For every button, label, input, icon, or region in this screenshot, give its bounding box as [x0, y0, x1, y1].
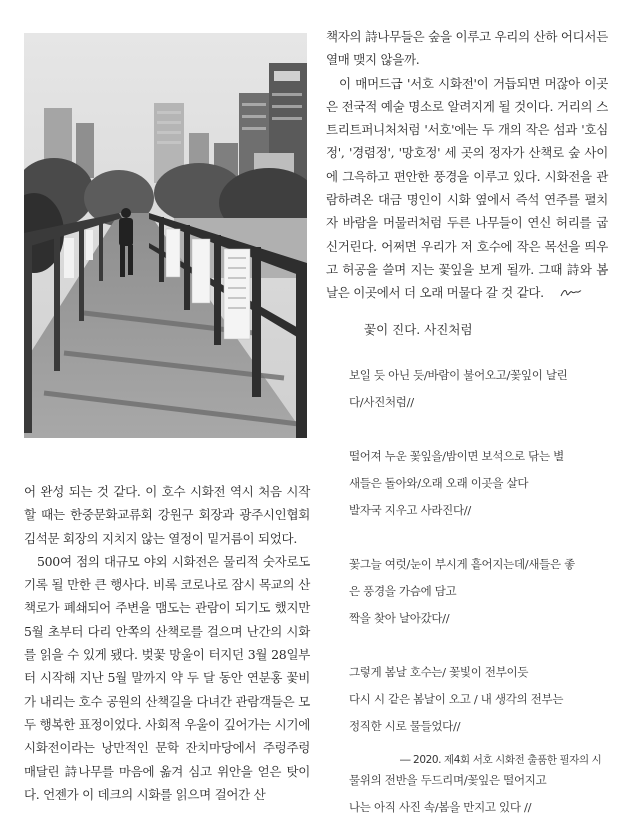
poem-line: 발자국 지우고 사라진다// — [349, 503, 471, 517]
boardwalk-photo — [24, 33, 307, 438]
poem-line: 보일 듯 아닌 듯/바람이 불어오고/꽃잎이 날린 — [349, 368, 568, 382]
poem-line: 다/사진처럼// — [349, 395, 414, 409]
signature-flourish-icon — [547, 282, 582, 305]
poem-title: 꽃이 진다. 사진처럼 — [364, 322, 473, 337]
poem-line: 다시 시 같은 봄날이 오고 / 내 생각의 전부는 — [349, 692, 564, 706]
left-paragraph-2: 500여 점의 대규모 야외 시화전은 물리적 숫자로도 기록 될 만한 큰 행사다. 비록 코로나로 잠시 목교의 산책로가 폐쇄되어 주변을 맴도는 관람이 되기도 했지만 5월 초부터 다리 안쪽의 산책로를 걸으며 난간의 시화를 읽을 수 있게 됐다. 벚꽃 망울이 터지던 3월 28일부터 시작해 지난 5월 말까지 약 두 달 동안 연분홍 꽃비가 내리는 호수 공원의 산책길을 다녀간 관람객들은 모두 행복한 표정이었다. 사회적 우울이 깊어가는 시기에 시화전이라는 낭만적인 문학 잔치마당에서 주렁주렁 매달린 詩나무를 마음에 옮겨 심고 위안을 얻은 탓이다. 언젠가 이 데크의 시화를 읽으며 걸어간 산 — [24, 553, 310, 802]
poem-line: 꽃그늘 여럿/눈이 부시게 흩어지는데/새들은 좋 — [349, 557, 575, 571]
left-column — [24, 480, 310, 806]
poem-line: 짝을 찾아 날아갔다// — [349, 611, 450, 625]
poem-line: 물위의 전반을 두드리며/꽃잎은 떨어지고 — [349, 773, 547, 787]
right-column — [326, 25, 608, 305]
right-paragraph-1: 책자의 詩나무들은 숲을 이루고 우리의 산하 어디서든 열매 맺지 않을까. — [326, 29, 608, 68]
right-paragraph-2 — [326, 72, 608, 306]
poem-line — [349, 416, 609, 443]
poem-line — [349, 632, 609, 659]
poem-line: 나는 아직 사진 속/봄을 만지고 있다 // — [349, 800, 532, 814]
poem-line: 그렇게 봄날 호수는/ 꽃빛이 전부이듯 — [349, 665, 529, 679]
poem-line: 정직한 시로 물들었다// — [349, 719, 461, 733]
right-paragraph-2-text: 이 매머드급 '서호 시화전'이 거듭되면 머잖아 이곳은 전국적 예술 명소로 알려지게 될 것이다. 거리의 스트리트퍼니처처럼 '서호'에는 두 개의 작은 섬과 '호심정', '경렴정', '망호정' 세 곳의 정자가 산책로 숲 사이에 그윽하고 편안한 풍경을 이루고 있다. 시화전을 관람하려온 대금 명인이 시화 옆에서 즉석 연주를 펼치자 바람을 머물러처럼 두른 나무들이 연신 허리를 굽신거린다. 어쩌면 우리가 저 호수에 작은 목선을 띄우고 허공을 쓸며 지는 꽃잎을 보게 될까. 그때 詩와 봄날은 이곳에서 더 오래 머물다 갈 것 같다. — [326, 75, 608, 301]
left-paragraph-1: 어 완성 되는 것 같다. 이 호수 시화전 역시 처음 시작할 때는 한중문화교류회 강원구 회장과 광주시인협회 김석문 회장의 지치지 않는 열정이 밑거름이 되었다. — [24, 484, 310, 546]
poem-line: 은 풍경을 가슴에 담고 — [349, 584, 457, 598]
poem-line — [349, 524, 609, 551]
poem-line: 새들은 돌아와/오래 오래 이곳을 살다 — [349, 476, 529, 490]
poem-line: 떨어져 누운 꽃잎을/밤이면 보석으로 닦는 별 — [349, 449, 564, 463]
poem-credit: ― 2020. 제4회 서호 시화전 출품한 필자의 시 — [400, 754, 602, 766]
